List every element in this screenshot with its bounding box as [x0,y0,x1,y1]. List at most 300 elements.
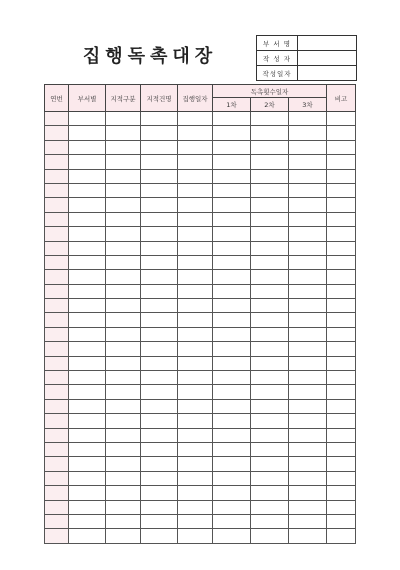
cell-exec-date[interactable] [178,126,213,140]
table-row [45,241,356,255]
table-row [45,255,356,269]
cell-reminder-1[interactable] [213,241,251,255]
cell-reminder-1[interactable] [213,414,251,428]
cell-exec-date[interactable] [178,299,213,313]
cell-department[interactable] [69,500,106,514]
cell-reminder-3[interactable] [289,457,327,471]
header-department: 부서별 [69,85,106,112]
cell-department[interactable] [69,371,106,385]
cell-reminder-1[interactable] [213,342,251,356]
cell-exec-date[interactable] [178,313,213,327]
cell-category[interactable] [106,471,141,485]
cell-remarks[interactable] [327,486,356,500]
cell-exec-date[interactable] [178,529,213,543]
cell-category[interactable] [106,342,141,356]
cell-case-name[interactable] [141,270,178,284]
cell-exec-date[interactable] [178,169,213,183]
cell-remarks[interactable] [327,500,356,514]
cell-category[interactable] [106,212,141,226]
cell-exec-date[interactable] [178,241,213,255]
cell-department[interactable] [69,241,106,255]
cell-reminder-2[interactable] [251,457,289,471]
cell-exec-date[interactable] [178,327,213,341]
cell-department[interactable] [69,471,106,485]
table-row [45,514,356,528]
cell-reminder-2[interactable] [251,241,289,255]
cell-department[interactable] [69,414,106,428]
cell-reminder-2[interactable] [251,342,289,356]
cell-case-name[interactable] [141,414,178,428]
table-row [45,442,356,456]
table-row [45,299,356,313]
cell-serial[interactable] [45,284,69,298]
cell-exec-date[interactable] [178,140,213,154]
cell-exec-date[interactable] [178,428,213,442]
cell-department[interactable] [69,183,106,197]
cell-reminder-2[interactable] [251,169,289,183]
cell-case-name[interactable] [141,371,178,385]
cell-reminder-3[interactable] [289,399,327,413]
cell-case-name[interactable] [141,212,178,226]
cell-remarks[interactable] [327,313,356,327]
cell-category[interactable] [106,155,141,169]
cell-category[interactable] [106,399,141,413]
cell-reminder-1[interactable] [213,529,251,543]
cell-reminder-2[interactable] [251,155,289,169]
cell-remarks[interactable] [327,140,356,154]
cell-remarks[interactable] [327,169,356,183]
cell-remarks[interactable] [327,529,356,543]
cell-case-name[interactable] [141,514,178,528]
cell-category[interactable] [106,356,141,370]
cell-serial[interactable] [45,212,69,226]
cell-serial[interactable] [45,399,69,413]
cell-category[interactable] [106,112,141,126]
cell-reminder-2[interactable] [251,255,289,269]
cell-category[interactable] [106,169,141,183]
cell-remarks[interactable] [327,428,356,442]
cell-reminder-2[interactable] [251,126,289,140]
cell-remarks[interactable] [327,155,356,169]
cell-serial[interactable] [45,414,69,428]
cell-reminder-1[interactable] [213,457,251,471]
cell-reminder-1[interactable] [213,140,251,154]
cell-reminder-1[interactable] [213,227,251,241]
cell-exec-date[interactable] [178,414,213,428]
cell-category[interactable] [106,299,141,313]
cell-category[interactable] [106,255,141,269]
cell-reminder-2[interactable] [251,385,289,399]
cell-department[interactable] [69,198,106,212]
cell-serial[interactable] [45,198,69,212]
cell-case-name[interactable] [141,442,178,456]
cell-case-name[interactable] [141,227,178,241]
cell-department[interactable] [69,342,106,356]
cell-category[interactable] [106,428,141,442]
header-exec-date: 집행일자 [178,85,213,112]
cell-reminder-3[interactable] [289,371,327,385]
cell-department[interactable] [69,313,106,327]
cell-department[interactable] [69,486,106,500]
cell-category[interactable] [106,442,141,456]
cell-reminder-3[interactable] [289,414,327,428]
cell-reminder-2[interactable] [251,299,289,313]
cell-department[interactable] [69,442,106,456]
cell-reminder-3[interactable] [289,255,327,269]
cell-department[interactable] [69,155,106,169]
cell-remarks[interactable] [327,212,356,226]
cell-remarks[interactable] [327,371,356,385]
cell-case-name[interactable] [141,183,178,197]
cell-serial[interactable] [45,140,69,154]
cell-remarks[interactable] [327,112,356,126]
cell-reminder-2[interactable] [251,313,289,327]
header-serial: 연번 [45,85,69,112]
cell-reminder-1[interactable] [213,255,251,269]
cell-case-name[interactable] [141,241,178,255]
cell-remarks[interactable] [327,399,356,413]
cell-reminder-3[interactable] [289,385,327,399]
cell-category[interactable] [106,514,141,528]
table-row [45,313,356,327]
cell-case-name[interactable] [141,140,178,154]
cell-reminder-2[interactable] [251,442,289,456]
cell-remarks[interactable] [327,356,356,370]
cell-department[interactable] [69,299,106,313]
cell-exec-date[interactable] [178,371,213,385]
cell-serial[interactable] [45,155,69,169]
cell-serial[interactable] [45,270,69,284]
cell-department[interactable] [69,212,106,226]
cell-reminder-3[interactable] [289,270,327,284]
cell-reminder-1[interactable] [213,399,251,413]
cell-serial[interactable] [45,356,69,370]
cell-case-name[interactable] [141,327,178,341]
cell-category[interactable] [106,284,141,298]
cell-exec-date[interactable] [178,198,213,212]
cell-department[interactable] [69,284,106,298]
cell-remarks[interactable] [327,457,356,471]
cell-reminder-1[interactable] [213,371,251,385]
cell-exec-date[interactable] [178,183,213,197]
cell-reminder-2[interactable] [251,514,289,528]
cell-exec-date[interactable] [178,514,213,528]
cell-exec-date[interactable] [178,457,213,471]
cell-reminder-3[interactable] [289,471,327,485]
table-row [45,428,356,442]
cell-case-name[interactable] [141,529,178,543]
table-row [45,169,356,183]
table-row [45,112,356,126]
cell-reminder-3[interactable] [289,212,327,226]
cell-reminder-1[interactable] [213,126,251,140]
cell-reminder-1[interactable] [213,471,251,485]
author-value[interactable] [298,51,357,66]
cell-reminder-3[interactable] [289,356,327,370]
cell-department[interactable] [69,385,106,399]
cell-remarks[interactable] [327,471,356,485]
cell-reminder-2[interactable] [251,414,289,428]
cell-case-name[interactable] [141,471,178,485]
cell-serial[interactable] [45,442,69,456]
cell-department[interactable] [69,514,106,528]
cell-category[interactable] [106,486,141,500]
date-label: 작성일자 [257,66,298,81]
cell-reminder-3[interactable] [289,442,327,456]
cell-remarks[interactable] [327,342,356,356]
header-reminder-group: 독촉횟수일자 [213,85,327,98]
cell-serial[interactable] [45,255,69,269]
cell-reminder-1[interactable] [213,212,251,226]
cell-exec-date[interactable] [178,486,213,500]
cell-serial[interactable] [45,183,69,197]
cell-department[interactable] [69,255,106,269]
cell-reminder-2[interactable] [251,529,289,543]
cell-exec-date[interactable] [178,471,213,485]
cell-serial[interactable] [45,112,69,126]
cell-remarks[interactable] [327,284,356,298]
cell-department[interactable] [69,356,106,370]
cell-reminder-2[interactable] [251,198,289,212]
cell-category[interactable] [106,126,141,140]
cell-reminder-1[interactable] [213,169,251,183]
cell-remarks[interactable] [327,299,356,313]
cell-case-name[interactable] [141,126,178,140]
cell-serial[interactable] [45,514,69,528]
cell-reminder-2[interactable] [251,212,289,226]
cell-reminder-2[interactable] [251,112,289,126]
table-row [45,385,356,399]
cell-reminder-2[interactable] [251,500,289,514]
cell-remarks[interactable] [327,270,356,284]
cell-remarks[interactable] [327,241,356,255]
cell-serial[interactable] [45,327,69,341]
date-value[interactable] [298,66,357,81]
cell-case-name[interactable] [141,486,178,500]
cell-reminder-3[interactable] [289,112,327,126]
cell-remarks[interactable] [327,198,356,212]
cell-department[interactable] [69,140,106,154]
cell-department[interactable] [69,169,106,183]
cell-remarks[interactable] [327,385,356,399]
cell-remarks[interactable] [327,514,356,528]
cell-category[interactable] [106,385,141,399]
cell-reminder-3[interactable] [289,313,327,327]
cell-category[interactable] [106,457,141,471]
cell-reminder-3[interactable] [289,183,327,197]
ledger-table [44,84,356,544]
cell-remarks[interactable] [327,227,356,241]
cell-case-name[interactable] [141,385,178,399]
cell-remarks[interactable] [327,255,356,269]
cell-category[interactable] [106,414,141,428]
cell-reminder-1[interactable] [213,385,251,399]
cell-serial[interactable] [45,529,69,543]
cell-reminder-3[interactable] [289,241,327,255]
cell-exec-date[interactable] [178,270,213,284]
cell-department[interactable] [69,270,106,284]
cell-department[interactable] [69,327,106,341]
cell-serial[interactable] [45,227,69,241]
cell-reminder-3[interactable] [289,327,327,341]
cell-serial[interactable] [45,169,69,183]
cell-reminder-3[interactable] [289,155,327,169]
cell-category[interactable] [106,313,141,327]
cell-exec-date[interactable] [178,342,213,356]
cell-category[interactable] [106,529,141,543]
cell-reminder-3[interactable] [289,514,327,528]
table-row [45,198,356,212]
cell-serial[interactable] [45,342,69,356]
cell-reminder-2[interactable] [251,284,289,298]
cell-reminder-1[interactable] [213,270,251,284]
cell-serial[interactable] [45,313,69,327]
ledger-body [45,112,356,544]
cell-department[interactable] [69,529,106,543]
cell-reminder-3[interactable] [289,428,327,442]
cell-remarks[interactable] [327,126,356,140]
table-row [45,227,356,241]
header-reminder-3: 3차 [289,98,327,112]
cell-case-name[interactable] [141,399,178,413]
cell-serial[interactable] [45,428,69,442]
cell-category[interactable] [106,327,141,341]
cell-reminder-1[interactable] [213,284,251,298]
cell-reminder-1[interactable] [213,155,251,169]
cell-category[interactable] [106,183,141,197]
table-row [45,212,356,226]
cell-reminder-2[interactable] [251,227,289,241]
cell-department[interactable] [69,227,106,241]
cell-exec-date[interactable] [178,442,213,456]
cell-exec-date[interactable] [178,500,213,514]
table-row [45,486,356,500]
cell-reminder-3[interactable] [289,169,327,183]
cell-reminder-1[interactable] [213,183,251,197]
cell-case-name[interactable] [141,155,178,169]
cell-serial[interactable] [45,500,69,514]
cell-remarks[interactable] [327,327,356,341]
cell-reminder-1[interactable] [213,514,251,528]
table-row [45,414,356,428]
cell-serial[interactable] [45,486,69,500]
cell-reminder-3[interactable] [289,227,327,241]
cell-reminder-2[interactable] [251,327,289,341]
cell-category[interactable] [106,500,141,514]
cell-reminder-2[interactable] [251,270,289,284]
cell-reminder-2[interactable] [251,356,289,370]
cell-remarks[interactable] [327,183,356,197]
table-row [45,183,356,197]
cell-reminder-2[interactable] [251,428,289,442]
cell-exec-date[interactable] [178,399,213,413]
cell-case-name[interactable] [141,428,178,442]
cell-exec-date[interactable] [178,385,213,399]
cell-exec-date[interactable] [178,356,213,370]
cell-reminder-2[interactable] [251,471,289,485]
department-value[interactable] [298,36,357,51]
cell-reminder-1[interactable] [213,442,251,456]
cell-case-name[interactable] [141,255,178,269]
cell-remarks[interactable] [327,414,356,428]
cell-reminder-2[interactable] [251,399,289,413]
cell-department[interactable] [69,457,106,471]
cell-serial[interactable] [45,471,69,485]
cell-department[interactable] [69,428,106,442]
cell-serial[interactable] [45,385,69,399]
cell-category[interactable] [106,371,141,385]
cell-reminder-1[interactable] [213,313,251,327]
cell-category[interactable] [106,241,141,255]
cell-reminder-3[interactable] [289,486,327,500]
cell-case-name[interactable] [141,356,178,370]
cell-case-name[interactable] [141,500,178,514]
cell-department[interactable] [69,112,106,126]
cell-reminder-1[interactable] [213,112,251,126]
cell-reminder-2[interactable] [251,371,289,385]
cell-category[interactable] [106,198,141,212]
cell-exec-date[interactable] [178,227,213,241]
cell-serial[interactable] [45,299,69,313]
cell-reminder-3[interactable] [289,529,327,543]
cell-case-name[interactable] [141,313,178,327]
cell-case-name[interactable] [141,284,178,298]
cell-reminder-3[interactable] [289,284,327,298]
cell-reminder-3[interactable] [289,342,327,356]
cell-department[interactable] [69,399,106,413]
cell-reminder-1[interactable] [213,198,251,212]
cell-case-name[interactable] [141,198,178,212]
cell-case-name[interactable] [141,112,178,126]
cell-exec-date[interactable] [178,155,213,169]
cell-serial[interactable] [45,241,69,255]
cell-reminder-3[interactable] [289,299,327,313]
cell-department[interactable] [69,126,106,140]
cell-category[interactable] [106,270,141,284]
cell-reminder-1[interactable] [213,327,251,341]
cell-case-name[interactable] [141,299,178,313]
cell-serial[interactable] [45,371,69,385]
cell-reminder-2[interactable] [251,183,289,197]
header-reminder-2: 2차 [251,98,289,112]
cell-reminder-3[interactable] [289,198,327,212]
cell-exec-date[interactable] [178,284,213,298]
cell-remarks[interactable] [327,442,356,456]
cell-reminder-1[interactable] [213,428,251,442]
cell-reminder-1[interactable] [213,356,251,370]
cell-reminder-1[interactable] [213,299,251,313]
cell-case-name[interactable] [141,342,178,356]
cell-reminder-3[interactable] [289,140,327,154]
cell-case-name[interactable] [141,457,178,471]
cell-exec-date[interactable] [178,212,213,226]
cell-case-name[interactable] [141,169,178,183]
cell-serial[interactable] [45,126,69,140]
table-row [45,356,356,370]
cell-reminder-1[interactable] [213,486,251,500]
cell-serial[interactable] [45,457,69,471]
cell-reminder-1[interactable] [213,500,251,514]
cell-exec-date[interactable] [178,112,213,126]
cell-reminder-2[interactable] [251,486,289,500]
cell-reminder-2[interactable] [251,140,289,154]
cell-reminder-3[interactable] [289,500,327,514]
table-row [45,284,356,298]
cell-category[interactable] [106,227,141,241]
cell-category[interactable] [106,140,141,154]
cell-exec-date[interactable] [178,255,213,269]
cell-reminder-3[interactable] [289,126,327,140]
